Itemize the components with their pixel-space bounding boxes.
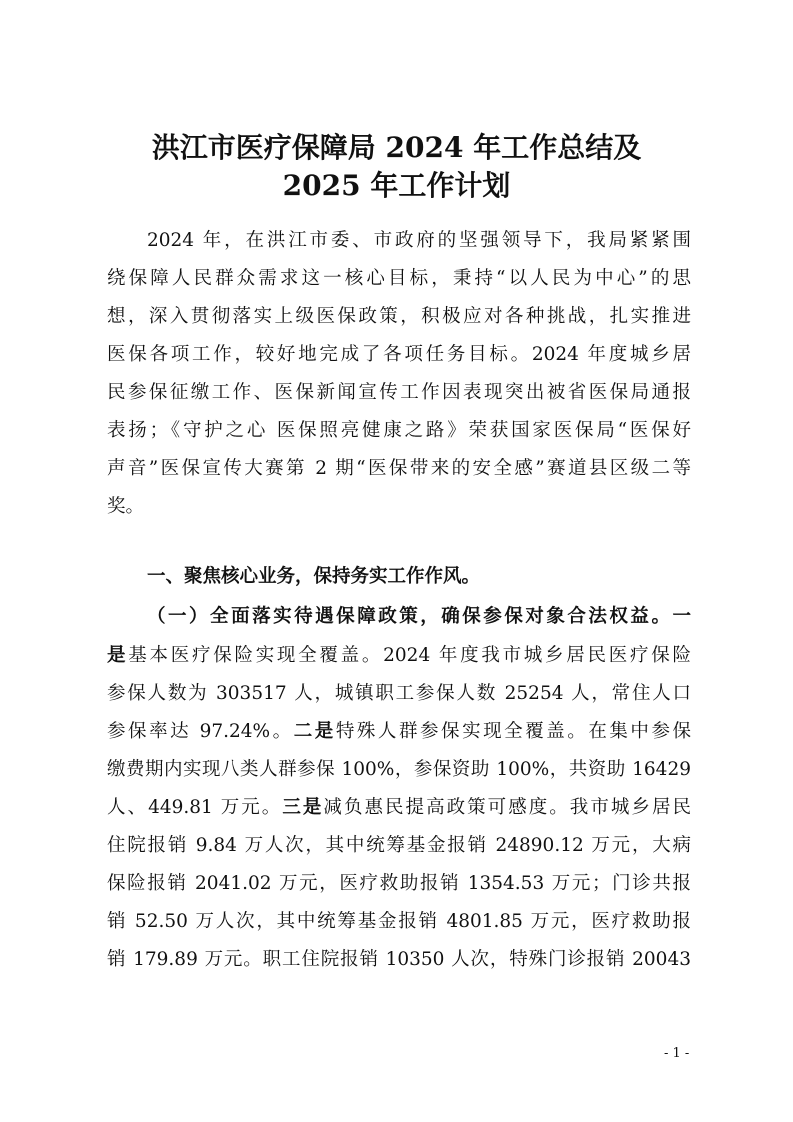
bold-marker: 二是 — [293, 721, 336, 742]
paragraph-text: 基本医疗保险实现全覆盖。2024 年度我市城乡居民医疗保险 — [128, 645, 691, 666]
section-heading — [147, 564, 691, 590]
section-heading-text: 一、聚焦核心业务，保持务实工作作风。 — [147, 566, 481, 587]
paragraph-text: 人、449.81 万元。 — [107, 797, 283, 818]
page-number: - 1 - — [664, 1046, 690, 1061]
paragraph-line: 参保人数为 303517 人，城镇职工参保人数 25254 人，常住人口 — [107, 683, 691, 704]
paragraph-line: 保险报销 2041.02 万元，医疗救助报销 1354.53 万元；门诊共报 — [107, 873, 691, 894]
paragraph-line: 民参保征缴工作、医保新闻宣传工作因表现突出被省医保局通报 — [107, 382, 691, 403]
paragraph-line: 医保各项工作，较好地完成了各项任务目标。2024 年度城乡居 — [107, 344, 691, 365]
paragraph-text: 参保率达 97.24%。 — [107, 721, 294, 742]
paragraph-line: 销 179.89 万元。职工住院报销 10350 人次，特殊门诊报销 20043 — [107, 949, 691, 970]
bold-marker: 是 — [107, 645, 129, 666]
paragraph-line: 想，深入贯彻落实上级医保政策，积极应对各种挑战，扎实推进 — [107, 306, 691, 327]
paragraph-line: 声音”医保宣传大赛第 2 期“医保带来的安全感”赛道县区级二等 — [107, 458, 691, 479]
paragraph-text: 特殊人群参保实现全覆盖。在集中参保 — [335, 721, 691, 742]
paragraph-line: 缴费期内实现八类人群参保 100%，参保资助 100%，共资助 16429 — [107, 759, 691, 780]
subsection-heading-text: （一）全面落实待遇保障政策，确保参保对象合法权益。 — [147, 606, 673, 627]
paragraph-line: 住院报销 9.84 万人次，其中统筹基金报销 24890.12 万元，大病 — [107, 835, 691, 856]
paragraph-line: 绕保障人民群众需求这一核心目标，秉持“以人民为中心”的思 — [107, 268, 691, 289]
document-title-line2: 2025 年工作计划 — [282, 169, 511, 202]
paragraph-text: 减负惠民提高政策可感度。我市城乡居民 — [323, 797, 691, 818]
paragraph-line — [107, 643, 691, 669]
paragraph-line: 表扬；《守护之心 医保照亮健康之路》荣获国家医保局“医保好 — [107, 420, 691, 441]
document-title-line1: 洪江市医疗保障局 2024 年工作总结及 — [151, 131, 642, 164]
paragraph-line: 销 52.50 万人次，其中统筹基金报销 4801.85 万元，医疗救助报 — [107, 911, 691, 932]
paragraph-line: 奖。 — [107, 496, 145, 517]
paragraph-line — [107, 795, 691, 821]
paragraph-line: 2024 年，在洪江市委、市政府的坚强领导下，我局紧紧围 — [147, 230, 691, 251]
subsection-heading — [147, 604, 691, 630]
bold-marker: 一 — [672, 606, 691, 627]
bold-marker: 三是 — [282, 797, 324, 818]
paragraph-line — [107, 719, 691, 745]
